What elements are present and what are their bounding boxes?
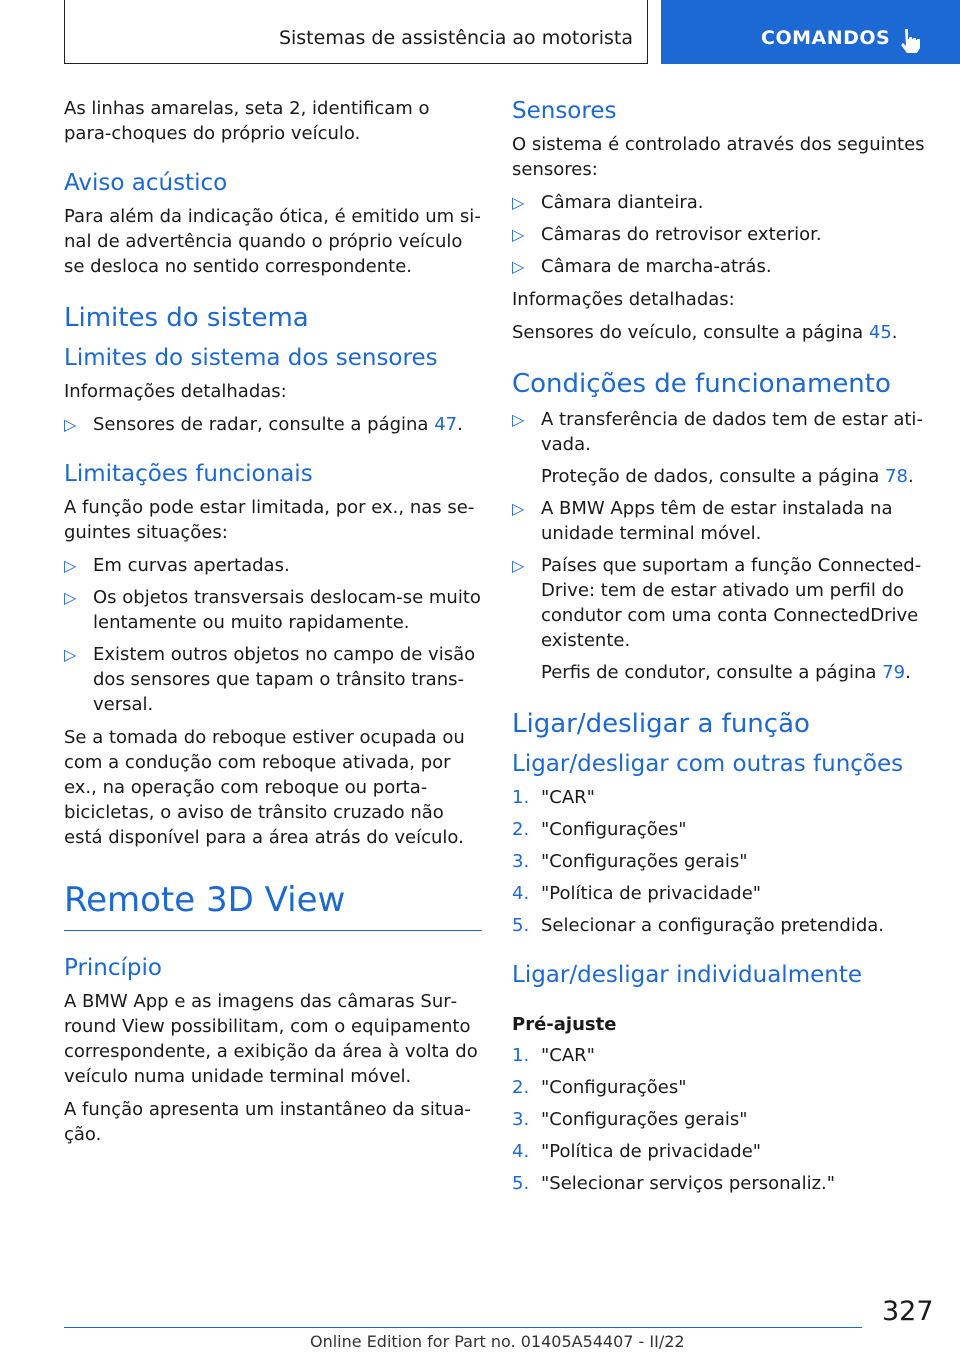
steps-individual-list <box>512 1043 930 1196</box>
page-link-79[interactable]: 79 <box>882 662 906 683</box>
list-item: ▷ Os objetos transversais deslocam-se muito lentamente ou muito rapidamente. <box>64 587 481 633</box>
list-item: ▷ Câmara dianteira. <box>512 192 704 213</box>
situacoes-list <box>64 553 482 717</box>
list-item: 5. "Selecionar serviços personaliz." <box>512 1173 836 1194</box>
list-item: ▷ Câmara de marcha-atrás. <box>512 256 772 277</box>
bullet-triangle-icon: ▷ <box>64 645 77 664</box>
footer-divider <box>64 1327 862 1328</box>
sensores-ref: Sensores do veículo, consulte a página 45. <box>512 322 898 343</box>
list-item: 2. "Configurações" <box>512 1077 687 1098</box>
bullet-triangle-icon: ▷ <box>64 588 77 607</box>
heading-principio: Princípio <box>64 955 162 981</box>
info-detail-label: Informações detalhadas: <box>64 381 287 402</box>
bullet-triangle-icon: ▷ <box>64 415 77 434</box>
page-link-78[interactable]: 78 <box>885 466 908 487</box>
heading-remote-3d-view: Remote 3D View <box>64 878 482 931</box>
aviso-paragraph: Para além da indicação ótica, é emitido um sinal de advertência quando o próprio veículo se desloca no sentido correspondente. <box>64 206 481 277</box>
bullet-triangle-icon: ▷ <box>64 556 77 575</box>
limitacoes-paragraph: A função pode estar limitada, por ex., nas seguintes situações: <box>64 497 475 543</box>
preajuste-label: Pré-ajuste <box>512 1014 617 1035</box>
list-item: ▷ Países que suportam a função ConnectedDrive: tem de estar ativado um perfil do condutor com uma conta ConnectedDrive existente. Perfis de condutor, consulte a página 79. <box>512 555 922 683</box>
bullet-triangle-icon: ▷ <box>512 556 525 575</box>
header-section-box <box>64 0 648 64</box>
bullet-triangle-icon: ▷ <box>512 193 525 212</box>
list-item: ▷ Em curvas apertadas. <box>64 555 290 576</box>
chapter-tab[interactable] <box>661 0 960 64</box>
radar-list <box>64 412 482 437</box>
heading-ligar-desligar: Ligar/desligar a função <box>512 709 810 739</box>
list-item: ▷ Sensores de radar, consulte a página 47. <box>64 414 463 435</box>
list-item: ▷ Câmaras do retrovisor exterior. <box>512 224 822 245</box>
sensores-list <box>512 190 930 279</box>
bullet-triangle-icon: ▷ <box>512 499 525 518</box>
footer-edition: Online Edition for Part no. 01405A54407 - II/22 <box>310 1332 685 1351</box>
page-link-47[interactable]: 47 <box>434 414 458 435</box>
list-item: 4. "Política de privacidade" <box>512 883 762 904</box>
reboque-paragraph: Se a tomada do reboque estiver ocupada ou com a condução com reboque ativada, por ex., na operação com reboque ou porta-bicicletas, o aviso de trânsito cruzado não está disponível para a área atrás do veículo. <box>64 727 465 848</box>
principio-paragraph: A BMW App e as imagens das câmaras Surround View possibilitam, com o equipamento correspondente, a exibição da área à volta do veículo numa unidade terminal móvel. <box>64 991 478 1087</box>
page-number: 327 <box>882 1296 934 1327</box>
pointing-hand-icon <box>899 27 921 53</box>
heading-aviso-acustico: Aviso acústico <box>64 170 228 196</box>
list-item: 1. "CAR" <box>512 787 595 808</box>
steps-outras-list <box>512 785 930 938</box>
sensores-paragraph: O sistema é controlado através dos seguintes sensores: <box>512 134 925 180</box>
info-detail-label: Informações detalhadas: <box>512 289 735 310</box>
list-item: 1. "CAR" <box>512 1045 595 1066</box>
intro-paragraph: As linhas amarelas, seta 2, identificam o para-choques do próprio veículo. <box>64 98 430 144</box>
section-title: Sistemas de assistência ao motorista <box>278 27 633 49</box>
list-item: ▷ Existem outros objetos no campo de visão dos sensores que tapam o trânsito transversal. <box>64 644 476 715</box>
heading-ligar-individual: Ligar/desligar individualmente <box>512 962 862 988</box>
bullet-triangle-icon: ▷ <box>512 410 525 429</box>
heading-condicoes: Condições de funcionamento <box>512 369 891 399</box>
instantaneo-paragraph: A função apresenta um instantâneo da situação. <box>64 1099 471 1145</box>
list-item: ▷ A BMW Apps têm de estar instalada na unidade terminal móvel. <box>512 498 893 544</box>
heading-limites-sensores: Limites do sistema dos sensores <box>64 345 438 371</box>
heading-limitacoes: Limitações funcionais <box>64 461 313 487</box>
list-item: 4. "Política de privacidade" <box>512 1141 762 1162</box>
heading-sensores: Sensores <box>512 98 617 124</box>
list-item: 3. "Configurações gerais" <box>512 851 748 872</box>
list-item: 2. "Configurações" <box>512 819 687 840</box>
heading-ligar-outras: Ligar/desligar com outras funções <box>512 751 904 777</box>
right-column <box>512 96 930 1204</box>
list-item: 5. Selecionar a configuração pretendida. <box>512 915 885 936</box>
condicoes-list <box>512 407 930 685</box>
page-link-45[interactable]: 45 <box>868 322 892 343</box>
left-column <box>64 96 482 1155</box>
heading-limites-sistema: Limites do sistema <box>64 303 309 333</box>
bullet-triangle-icon: ▷ <box>512 225 525 244</box>
list-item: ▷ A transferência de dados tem de estar ativada. Proteção de dados, consulte a página 78. <box>512 409 923 487</box>
list-item: 3. "Configurações gerais" <box>512 1109 748 1130</box>
bullet-triangle-icon: ▷ <box>512 257 525 276</box>
chapter-tab-label: COMANDOS <box>761 27 891 49</box>
